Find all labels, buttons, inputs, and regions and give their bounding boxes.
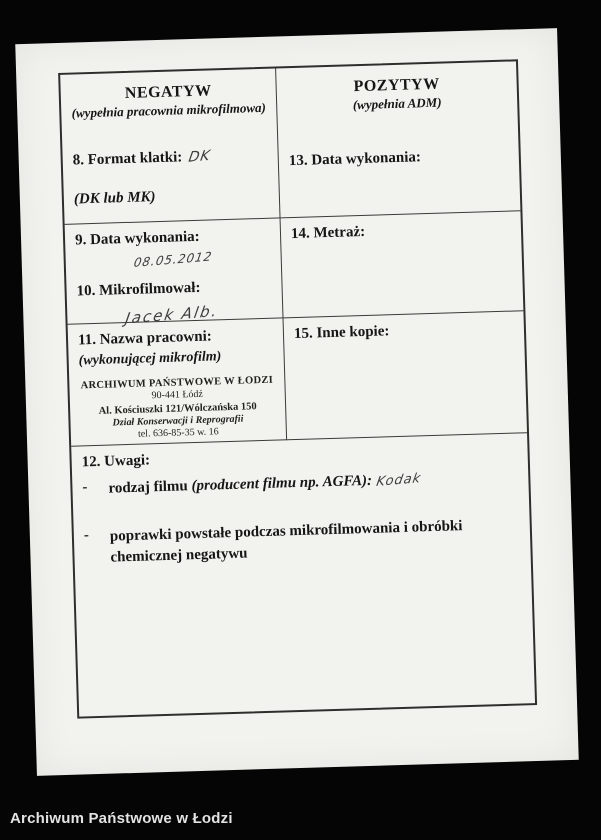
stamp-department: Dział Konserwacji i Reprografii: [112, 413, 244, 429]
archive-watermark-label: Archiwum Państwowe w Łodzi: [10, 810, 233, 827]
stamp-phone: tel. 636-85-35 w. 16: [137, 426, 219, 440]
film-type-hint: (producent filmu np. AGFA):: [191, 472, 373, 495]
cell-field-15: [284, 311, 528, 440]
field12-label: 12. Uwagi:: [81, 452, 151, 471]
workshop-stamp: [79, 374, 276, 444]
pozytyw-subtitle: (wypełnia ADM): [352, 94, 442, 113]
film-type-handwritten-value: Kodak: [374, 471, 423, 490]
field9-label: 9. Data wykonania:: [74, 228, 200, 249]
bullet-dash: -: [82, 479, 88, 496]
field10-signature: Jacek Alb.: [124, 301, 220, 328]
cell-pozytyw-header: [276, 61, 520, 218]
field10-label: 10. Mikrofilmował:: [76, 279, 201, 300]
scanned-form-page: [15, 28, 578, 776]
field11-sublabel: (wykonującej mikrofilm): [78, 349, 222, 369]
cell-uwagi: [71, 433, 535, 716]
field9-handwritten-date: 08.05.2012: [132, 249, 214, 270]
negatyw-subtitle: (wypełnia pracownia mikrofilmowa): [71, 99, 267, 121]
field8-label: 8. Format klatki:: [72, 149, 183, 169]
field11-label: 11. Nazwa pracowni:: [77, 328, 213, 349]
cell-negatyw-header: [60, 68, 280, 224]
bullet-dash: -: [83, 527, 90, 544]
cell-field-11: [68, 318, 288, 446]
microfilm-form-table: [58, 59, 537, 718]
uwagi-item-film-type: [82, 466, 518, 499]
field8-hint: (DK lub MK): [73, 189, 156, 208]
stamp-address: Al. Kościuszki 121/Wólczańska 150: [98, 400, 257, 417]
cell-field-14: [281, 211, 524, 318]
stamp-postal-code: 90-441 Łódź: [151, 388, 204, 402]
uwagi-item-corrections: [84, 515, 521, 568]
stamp-archive-name: ARCHIWUM PAŃSTWOWE W ŁODZI: [80, 374, 274, 392]
corrections-text: poprawki powstałe podczas mikrofilmowania i obróbki chemicznej negatywu: [109, 518, 463, 566]
field13-label: 13. Data wykonania:: [288, 149, 422, 170]
pozytyw-title: POZYTYW: [353, 75, 440, 96]
field15-label: 15. Inne kopie:: [293, 323, 390, 343]
field8-handwritten-value: DK: [186, 147, 212, 166]
negatyw-title: NEGATYW: [124, 82, 212, 102]
cell-fields-9-10: [65, 218, 284, 328]
film-type-label: rodzaj filmu: [108, 478, 189, 497]
field14-label: 14. Metraż:: [290, 223, 366, 243]
